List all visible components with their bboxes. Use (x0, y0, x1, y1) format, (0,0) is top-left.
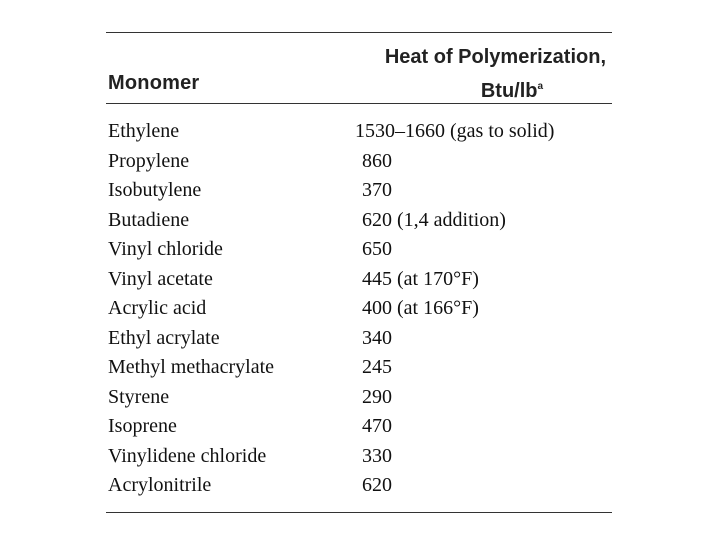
monomer-cell: Isobutylene (108, 179, 202, 201)
heat-cell: 290 (362, 385, 392, 408)
heat-cell: 445 (at 170°F) (362, 267, 479, 290)
table-row (106, 356, 612, 386)
table-row (106, 297, 612, 327)
table-row (106, 209, 612, 239)
monomer-cell: Ethyl acrylate (108, 326, 220, 349)
heat-cell: 400 (at 166°F) (362, 297, 479, 319)
monomer-cell: Acrylonitrile (108, 474, 212, 496)
column-header-monomer: Monomer (108, 72, 200, 94)
table-row (106, 238, 612, 268)
footnote-mark: a (537, 81, 544, 92)
heat-cell: 650 (362, 238, 392, 260)
table-row (106, 474, 612, 504)
table-bottom-rule (106, 512, 612, 513)
heat-cell: 330 (362, 444, 392, 467)
table-header (106, 33, 612, 103)
table-row (106, 415, 612, 445)
table-body (106, 104, 612, 512)
monomer-cell: Acrylic acid (108, 297, 207, 319)
column-header-heat-line1: Heat of Polymerization, (384, 46, 606, 68)
heat-cell: 470 (362, 415, 392, 437)
table-row (106, 150, 612, 180)
monomer-cell: Propylene (108, 149, 190, 172)
monomer-cell: Butadiene (108, 208, 190, 231)
column-header-heat (385, 43, 606, 106)
monomer-cell: Ethylene (108, 120, 180, 142)
table-row (106, 386, 612, 416)
table-row (106, 327, 612, 357)
monomer-cell: Vinylidene chloride (108, 444, 267, 467)
table-row (106, 179, 612, 209)
heat-of-polymerization-table (106, 32, 612, 513)
heat-cell: 370 (362, 179, 392, 201)
heat-cell: 1530–1660 (gas to solid) (355, 120, 555, 142)
heat-cell: 860 (362, 149, 392, 172)
heat-cell: 245 (362, 356, 392, 378)
monomer-cell: Isoprene (108, 415, 177, 437)
table-row (106, 120, 612, 150)
column-header-heat-line2 (385, 72, 606, 106)
monomer-cell: Methyl methacrylate (108, 356, 275, 378)
heat-cell: 620 (1,4 addition) (362, 208, 506, 231)
column-header-heat-unit: Btu/lb (480, 80, 538, 102)
heat-cell: 340 (362, 326, 392, 349)
monomer-cell: Vinyl chloride (108, 238, 223, 260)
table-row (106, 268, 612, 298)
monomer-cell: Vinyl acetate (108, 267, 213, 290)
heat-cell: 620 (362, 474, 392, 496)
monomer-cell: Styrene (108, 385, 170, 408)
table-row (106, 445, 612, 475)
